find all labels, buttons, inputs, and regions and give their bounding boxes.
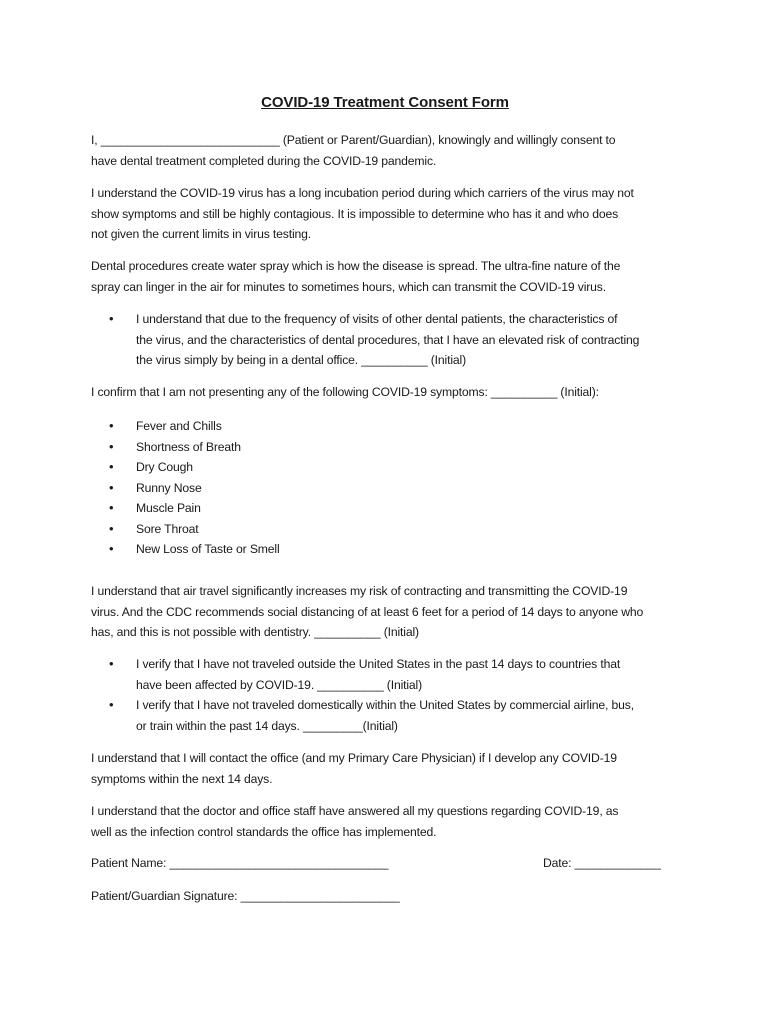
confirm-line: I confirm that I am not presenting any of the following COVID-19 symptoms: __________ (Initial): <box>91 385 599 399</box>
list-item <box>109 654 689 695</box>
patient-name-field[interactable]: Patient Name: _________________________________ <box>91 856 389 870</box>
travel-line-3: has, and this is not possible with dentistry. __________ (Initial) <box>91 625 419 639</box>
intro-paragraph <box>91 130 683 171</box>
symptoms-list <box>109 416 689 560</box>
travel-verify-list <box>109 654 689 736</box>
spray-paragraph <box>91 256 683 297</box>
incubation-line-3: not given the current limits in virus testing. <box>91 227 312 241</box>
incubation-line-2: show symptoms and still be highly contagious. It is impossible to determine who has it and who does <box>91 206 619 221</box>
list-item <box>109 437 689 458</box>
symptom-muscle: • Muscle Pain <box>136 501 201 515</box>
travel-line-2: virus. And the CDC recommends social distancing of at least 6 feet for a period of 14 days to anyone who <box>91 604 644 619</box>
spray-line-2: spray can linger in the air for minutes to sometimes hours, which can transmit the COVID-19 virus. <box>91 279 606 294</box>
risk-line-2: the virus, and the characteristics of dental procedures, that I have an elevated risk of contracting <box>136 332 640 347</box>
list-item <box>109 309 689 371</box>
answered-line-2: well as the infection control standards the office has implemented. <box>91 824 437 839</box>
contact-line-2: symptoms within the next 14 days. <box>91 771 273 786</box>
list-item <box>109 539 689 560</box>
symptom-cough: • Dry Cough <box>136 460 193 474</box>
incubation-paragraph <box>91 183 683 245</box>
list-item <box>109 695 689 736</box>
verify-outside-line-2: have been affected by COVID-19. __________ (Initial) <box>136 677 423 692</box>
risk-line-3: the virus simply by being in a dental office. __________ (Initial) <box>136 353 466 367</box>
verify-outside-line-1: • I verify that I have not traveled outside the United States in the past 14 days to countries that <box>136 657 621 671</box>
travel-line-1: I understand that air travel significantly increases my risk of contracting and transmitting the COVID-19 <box>91 584 628 598</box>
spray-line-1: Dental procedures create water spray which is how the disease is spread. The ultra-fine nature of the <box>91 259 621 273</box>
date-field[interactable]: Date: _____________ <box>543 856 661 870</box>
intro-line-1: I, ___________________________ (Patient or Parent/Guardian), knowingly and willingly consent to <box>91 133 616 147</box>
symptom-nose: • Runny Nose <box>136 480 202 495</box>
answered-paragraph <box>91 801 683 842</box>
contact-paragraph <box>91 748 683 789</box>
form-title: COVID-19 Treatment Consent Form <box>261 94 509 111</box>
symptom-taste: • New Loss of Taste or Smell <box>136 542 280 556</box>
travel-paragraph <box>91 581 683 643</box>
confirm-paragraph <box>91 382 683 403</box>
symptom-throat: • Sore Throat <box>136 521 199 536</box>
contact-line-1: I understand that I will contact the office (and my Primary Care Physician) if I develop any COVID-19 <box>91 751 617 765</box>
answered-line-1: I understand that the doctor and office staff have answered all my questions regarding COVID-19, as <box>91 804 619 818</box>
verify-domestic-line-1: • I verify that I have not traveled domestically within the United States by commercial airline, bus, <box>136 698 634 712</box>
risk-line-1: • I understand that due to the frequency of visits of other dental patients, the characteristics of <box>136 312 618 326</box>
list-item <box>109 478 689 499</box>
symptom-breath: • Shortness of Breath <box>136 439 241 454</box>
intro-line-2: have dental treatment completed during the COVID-19 pandemic. <box>91 153 437 168</box>
list-item <box>109 519 689 540</box>
list-item <box>109 498 689 519</box>
incubation-line-1: I understand the COVID-19 virus has a long incubation period during which carriers of the virus may not <box>91 186 634 200</box>
risk-bullet-list <box>109 309 689 371</box>
list-item <box>109 416 689 437</box>
verify-domestic-line-2: or train within the past 14 days. _________(Initial) <box>136 718 398 733</box>
symptom-fever: • Fever and Chills <box>136 419 222 433</box>
list-item <box>109 457 689 478</box>
signature-field[interactable]: Patient/Guardian Signature: ________________________ <box>91 889 400 903</box>
